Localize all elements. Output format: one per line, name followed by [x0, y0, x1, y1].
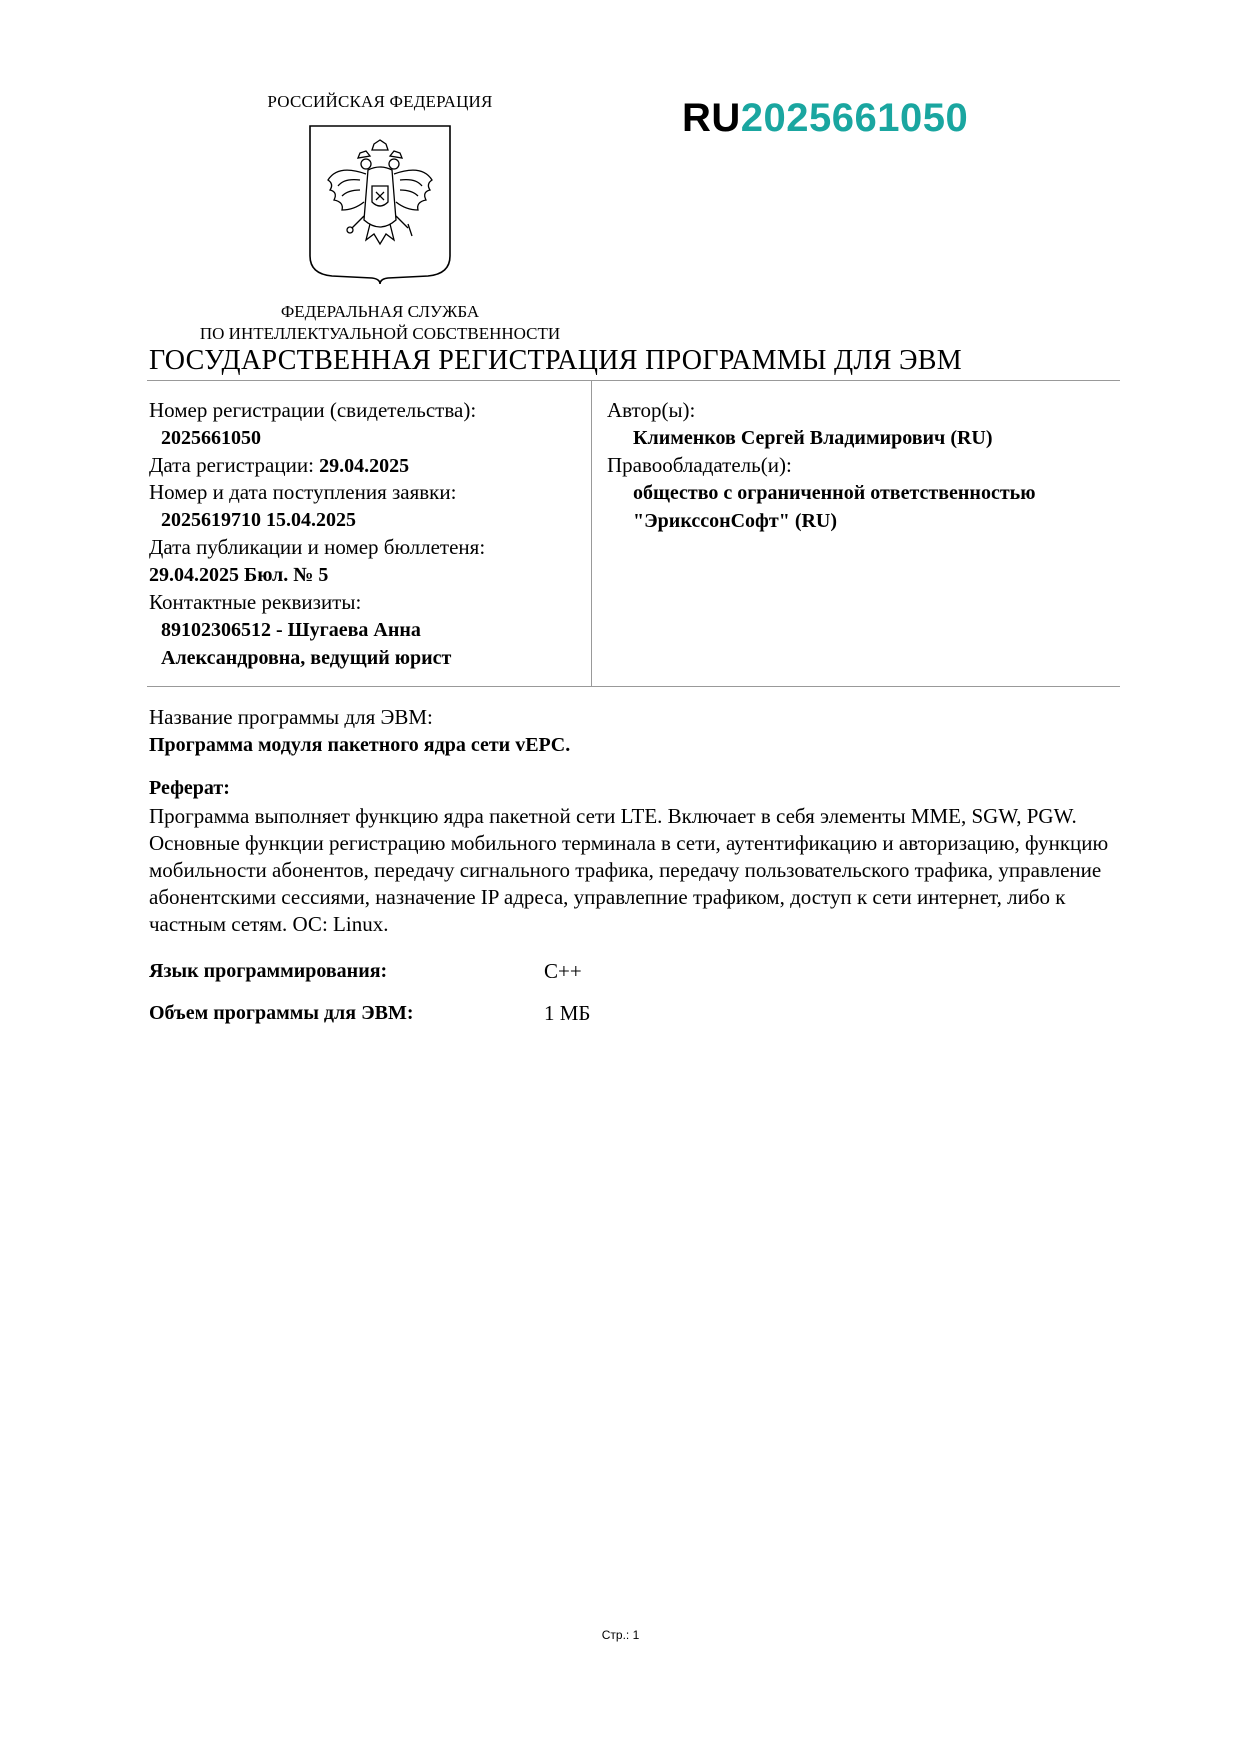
contact-line1: 89102306512 - Шугаева Анна	[161, 619, 421, 641]
russian-coat-of-arms-icon	[308, 124, 452, 286]
size-value: 1 МБ	[544, 1001, 591, 1025]
publication-label: Дата публикации и номер бюллетеня:	[149, 535, 486, 559]
language-label: Язык программирования:	[149, 960, 388, 982]
reg-prefix: RU	[682, 96, 741, 140]
size-label: Объем программы для ЭВМ:	[149, 1002, 414, 1024]
agency-name-line1: ФЕДЕРАЛЬНАЯ СЛУЖБА	[280, 302, 480, 321]
reg-number: 2025661050	[740, 96, 969, 140]
program-name-value: Программа модуля пакетного ядра сети vEPC.	[149, 734, 571, 756]
document-title: ГОСУДАРСТВЕННАЯ РЕГИСТРАЦИЯ ПРОГРАММЫ ДЛЯ ЭВМ	[149, 345, 962, 376]
abstract-text: Программа выполняет функцию ядра пакетной сети LTE. Включает в себя элементы MME, SGW, PGW. Основные функции регистрацию мобильного терминала в сети, аутентификацию и авторизацию, функцию мобильности абонентов, передачу сигнального трафика, передачу пользовательского трафика, управление абонентскими сессиями, назначение IP адреса, управлепние трафиком, доступ к сети интернет, либо к частным сетям. ОС: Linux.	[149, 804, 1109, 936]
holder-line1: общество с ограниченной ответственностью	[633, 482, 1036, 504]
divider-top	[147, 380, 1120, 381]
application-value: 2025619710 15.04.2025	[161, 509, 356, 531]
holder-line2: "ЭриксcонСофт" (RU)	[633, 510, 838, 532]
divider-vertical	[591, 380, 592, 686]
reg-date-value: 29.04.2025	[319, 455, 410, 477]
registration-number-header	[682, 96, 968, 141]
agency-name-line2: ПО ИНТЕЛЛЕКТУАЛЬНОЙ СОБСТВЕННОСТИ	[199, 324, 561, 343]
reg-date-row	[149, 452, 409, 480]
author-value: Клименков Сергей Владимирович (RU)	[633, 427, 993, 449]
reg-date-label: Дата регистрации:	[149, 453, 314, 477]
publication-value: 29.04.2025 Бюл. № 5	[149, 564, 329, 586]
reg-value: 2025661050	[161, 427, 261, 449]
author-label: Автор(ы):	[607, 398, 696, 422]
language-value: C++	[544, 959, 582, 983]
abstract-label: Реферат:	[149, 777, 230, 799]
reg-label: Номер регистрации (свидетельства):	[149, 398, 477, 422]
contact-label: Контактные реквизиты:	[149, 590, 362, 614]
application-label: Номер и дата поступления заявки:	[149, 480, 457, 504]
holder-label: Правообладатель(и):	[607, 453, 792, 477]
contact-line2: Александровна, ведущий юрист	[161, 647, 452, 669]
page-number: Стр.: 1	[601, 1628, 640, 1642]
divider-bottom	[147, 686, 1120, 687]
country-name: РОССИЙСКАЯ ФЕДЕРАЦИЯ	[267, 92, 493, 111]
program-name-label: Название программы для ЭВМ:	[149, 705, 433, 729]
